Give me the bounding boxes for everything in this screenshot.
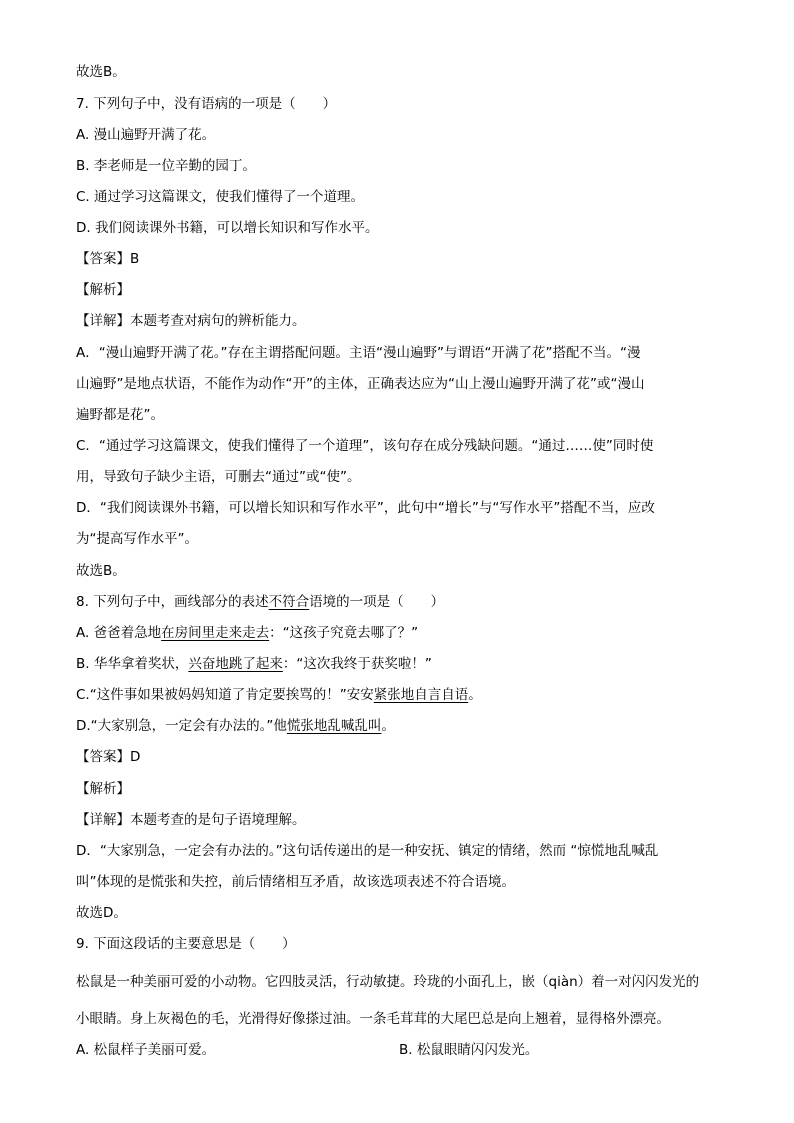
q8-conclusion: 故选D。	[76, 905, 127, 921]
q7-conclusion: 故选B。	[76, 563, 126, 579]
q9-passage-line: 松鼠是一种美丽可爱的小动物。它四肢灵活，行动敏捷。玲珑的小面孔上，嵌（qiàn）着一对闪闪发光的	[76, 974, 700, 990]
q7-answer: 【答案】B	[76, 251, 140, 267]
underlined-phrase: 紧张地自言自语	[373, 687, 469, 703]
option-text: B. 华华拿着奖状，	[76, 656, 189, 672]
option-text: ：“这次我终于获奖啦！”	[282, 656, 432, 672]
underlined-phrase: 在房间里走来走去	[161, 625, 270, 641]
q7-explanation-line: 用，导致句子缺少主语，可删去“通过”或“使”。	[76, 469, 361, 485]
option-text: A. 爸爸着急地	[76, 625, 162, 641]
q7-stem: 7. 下列句子中，没有语病的一项是（ ）	[76, 96, 337, 112]
q7-explanation-line: A．“漫山遍野开满了花。”存在主谓搭配问题。主语“漫山遍野”与谓语“开满了花”搭配不当。“漫	[76, 345, 641, 361]
q8-analysis-heading: 【解析】	[76, 781, 130, 797]
q7-option-c: C. 通过学习这篇课文，使我们懂得了一个道理。	[76, 189, 365, 205]
option-text: 。	[381, 718, 395, 734]
option-text: D.“大家别急，一定会有办法的。”他	[76, 718, 287, 734]
underlined-phrase: 兴奋地跳了起来	[188, 656, 283, 672]
q8-option-d	[76, 716, 395, 736]
q7-explanation-line: 山遍野”是地点状语，不能作为动作“开”的主体，正确表达应为“山上漫山遍野开满了花”或“漫山	[76, 376, 645, 392]
q7-explanation-line: C．“通过学习这篇课文，使我们懂得了一个道理”，该句存在成分残缺问题。“通过……使”同时使	[76, 438, 654, 454]
q7-detail: 【详解】本题考查对病句的辨析能力。	[76, 313, 306, 329]
q9-passage-line: 小眼睛。身上灰褐色的毛，光滑得好像搽过油。一条毛茸茸的大尾巴总是向上翘着，显得格外漂亮。	[76, 1011, 670, 1027]
q7-option-b: B. 李老师是一位辛勤的园丁。	[76, 158, 256, 174]
q7-explanation-line: 遍野都是花”。	[76, 407, 164, 423]
q7-explanation-line: 为“提高写作水平”。	[76, 531, 198, 547]
q9-stem: 9. 下面这段话的主要意思是（ ）	[76, 936, 296, 952]
underlined-phrase: 慌张地乱喊乱叫	[286, 718, 382, 734]
q9-option-a: A. 松鼠样子美丽可爱。	[76, 1042, 216, 1058]
option-text: C.“这件事如果被妈妈知道了肯定要挨骂的！”安安	[76, 687, 374, 703]
q8-explanation-line: D．“大家别急，一定会有办法的。”这句话传递出的是一种安抚、镇定的情绪，然而 “惊慌地乱喊乱	[76, 843, 659, 859]
q8-stem-underlined: 不符合	[268, 594, 310, 610]
q7-explanation-line: D．“我们阅读课外书籍，可以增长知识和写作水平”，此句中“增长”与“写作水平”搭配不当，应改	[76, 500, 655, 516]
q9-option-b: B. 松鼠眼睛闪闪发光。	[399, 1042, 539, 1058]
q8-explanation-line: 叫”体现的是慌张和失控，前后情绪相互矛盾，故该选项表述不符合语境。	[76, 874, 515, 890]
q8-option-c	[76, 685, 482, 705]
option-text: ：“这孩子究竟去哪了？”	[269, 625, 419, 641]
q8-stem-text: 8. 下列句子中，画线部分的表述	[76, 594, 269, 610]
q8-answer: 【答案】D	[76, 749, 141, 765]
q7-option-a: A. 漫山遍野开满了花。	[76, 127, 216, 143]
q7-analysis-heading: 【解析】	[76, 282, 130, 298]
prev-conclusion: 故选B。	[76, 64, 126, 80]
q8-detail: 【详解】本题考查的是句子语境理解。	[76, 812, 306, 828]
q8-option-a	[76, 623, 418, 643]
option-text: 。	[468, 687, 482, 703]
q8-stem	[76, 592, 444, 612]
q8-option-b	[76, 654, 432, 674]
q8-stem-text: 语境的一项是（ ）	[309, 594, 445, 610]
q7-option-d: D. 我们阅读课外书籍，可以增长知识和写作水平。	[76, 220, 379, 236]
